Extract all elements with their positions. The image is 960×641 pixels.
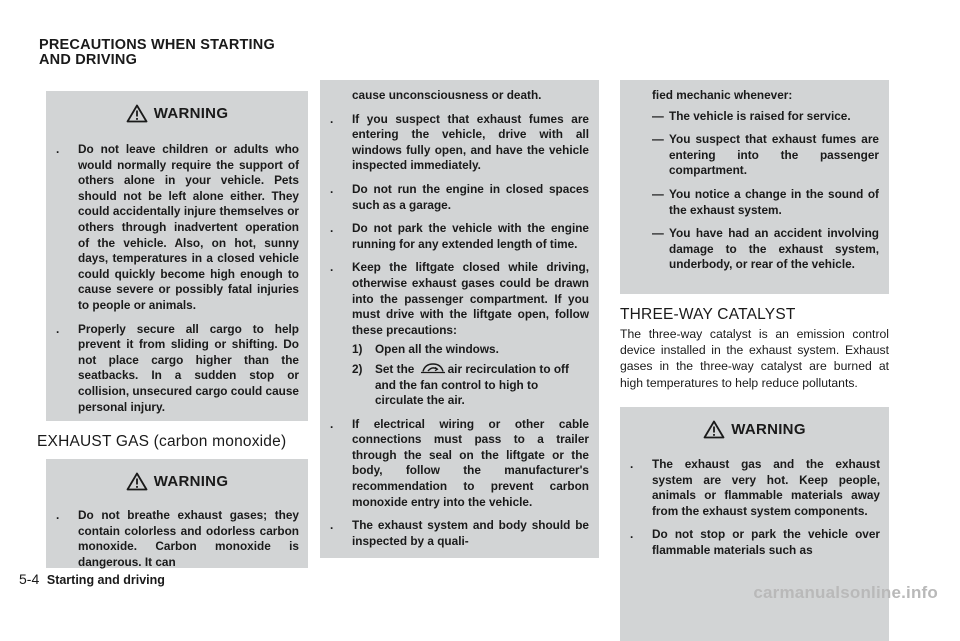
list-item-continued: fied mechanic whenever: <box>652 88 793 102</box>
warning-box-exhaust <box>46 459 308 568</box>
list-item: . If electrical wiring or other cable connections must pass to a trailer through the seal on the liftgate or the body, follow the manufacturer's recommendation to prevent carbon monoxide entry into the vehicle. <box>330 416 589 509</box>
watermark: carmanualsonline.info <box>753 583 938 602</box>
dash-item: — You have had an accident involving damage to the exhaust system, underbody, or rear of the vehicle. <box>652 226 879 272</box>
warning-box-catalyst <box>620 407 889 641</box>
warning-label: WARNING <box>153 104 229 122</box>
section-title-three-way-catalyst: THREE-WAY CATALYST <box>620 306 796 323</box>
list-item: . If you suspect that exhaust fumes are entering the vehicle, drive with all windows fully open, and have the vehicle inspected immediately. <box>330 111 589 173</box>
warning-label: WARNING <box>731 420 806 438</box>
warning-header <box>620 407 889 451</box>
dash-item: — You suspect that exhaust fumes are entering into the passenger compartment. <box>652 132 879 178</box>
page-heading: PRECAUTIONS WHEN STARTING AND DRIVING <box>39 37 275 68</box>
warning-triangle-icon <box>703 420 725 439</box>
list-item: . Keep the liftgate closed while driving, otherwise exhaust gases could be drawn into the passenger compartment. If you must drive with the liftgate open, follow these precautions: <box>330 260 589 337</box>
air-recirculation-icon <box>420 362 446 374</box>
warning-box-continued <box>320 80 599 558</box>
sub-step-2: 2) Set the air recirculation to off and the fan control to high to circulate the air. <box>352 361 569 408</box>
catalyst-paragraph: The three-way catalyst is an emission control device installed in the exhaust system. Exhaust gases in the three-way catalyst are burned at high temperatures to help reduce pollutants. <box>620 327 889 390</box>
list-item: . Do not stop or park the vehicle over flammable materials such as <box>630 527 880 557</box>
list-item: . Do not run the engine in closed spaces such as a garage. <box>330 181 589 212</box>
list-item: . The exhaust system and body should be inspected by a quali- <box>330 518 589 548</box>
warning-triangle-icon <box>126 104 148 123</box>
dash-item: — The vehicle is raised for service. <box>652 108 851 123</box>
page-number: 5-4 <box>19 571 40 587</box>
warning-triangle-icon <box>126 472 148 491</box>
warning-header <box>46 459 308 503</box>
page-footer <box>19 571 165 587</box>
warning-box-children <box>46 91 308 421</box>
list-item-continued: cause unconsciousness or death. <box>352 88 542 102</box>
warning-label: WARNING <box>153 472 229 490</box>
footer-section: Starting and driving <box>46 573 165 587</box>
dash-item: — You notice a change in the sound of the exhaust system. <box>652 186 879 217</box>
sub-step-1: 1) Open all the windows. <box>352 342 499 357</box>
list-item: . Do not leave children or adults who would normally require the support of others alone in your vehicle. Pets should not be left alone either. They could accidentally injure themselves or others through inadvertent operation of the vehicle. Also, on hot, sunny days, temperatures in a closed vehicle could quickly become high enough to cause severe or possibly fatal injuries to people or animals. <box>56 142 299 312</box>
list-item: . The exhaust gas and the exhaust system are very hot. Keep people, animals or flammable materials away from the exhaust system components. <box>630 457 880 518</box>
warning-box-continued <box>620 80 889 294</box>
section-title-exhaust-gas: EXHAUST GAS (carbon monoxide) <box>37 433 287 450</box>
list-item: . Do not park the vehicle with the engine running for any extended length of time. <box>330 221 589 251</box>
list-item: . Do not breathe exhaust gases; they contain colorless and odorless carbon monoxide. Carbon monoxide is dangerous. It can <box>56 508 299 569</box>
list-item: . Properly secure all cargo to help prevent it from sliding or shifting. Do not place cargo higher than the seatbacks. In a sudden stop or collision, unsecured cargo could cause personal injury. <box>56 321 299 414</box>
warning-header <box>46 91 308 135</box>
